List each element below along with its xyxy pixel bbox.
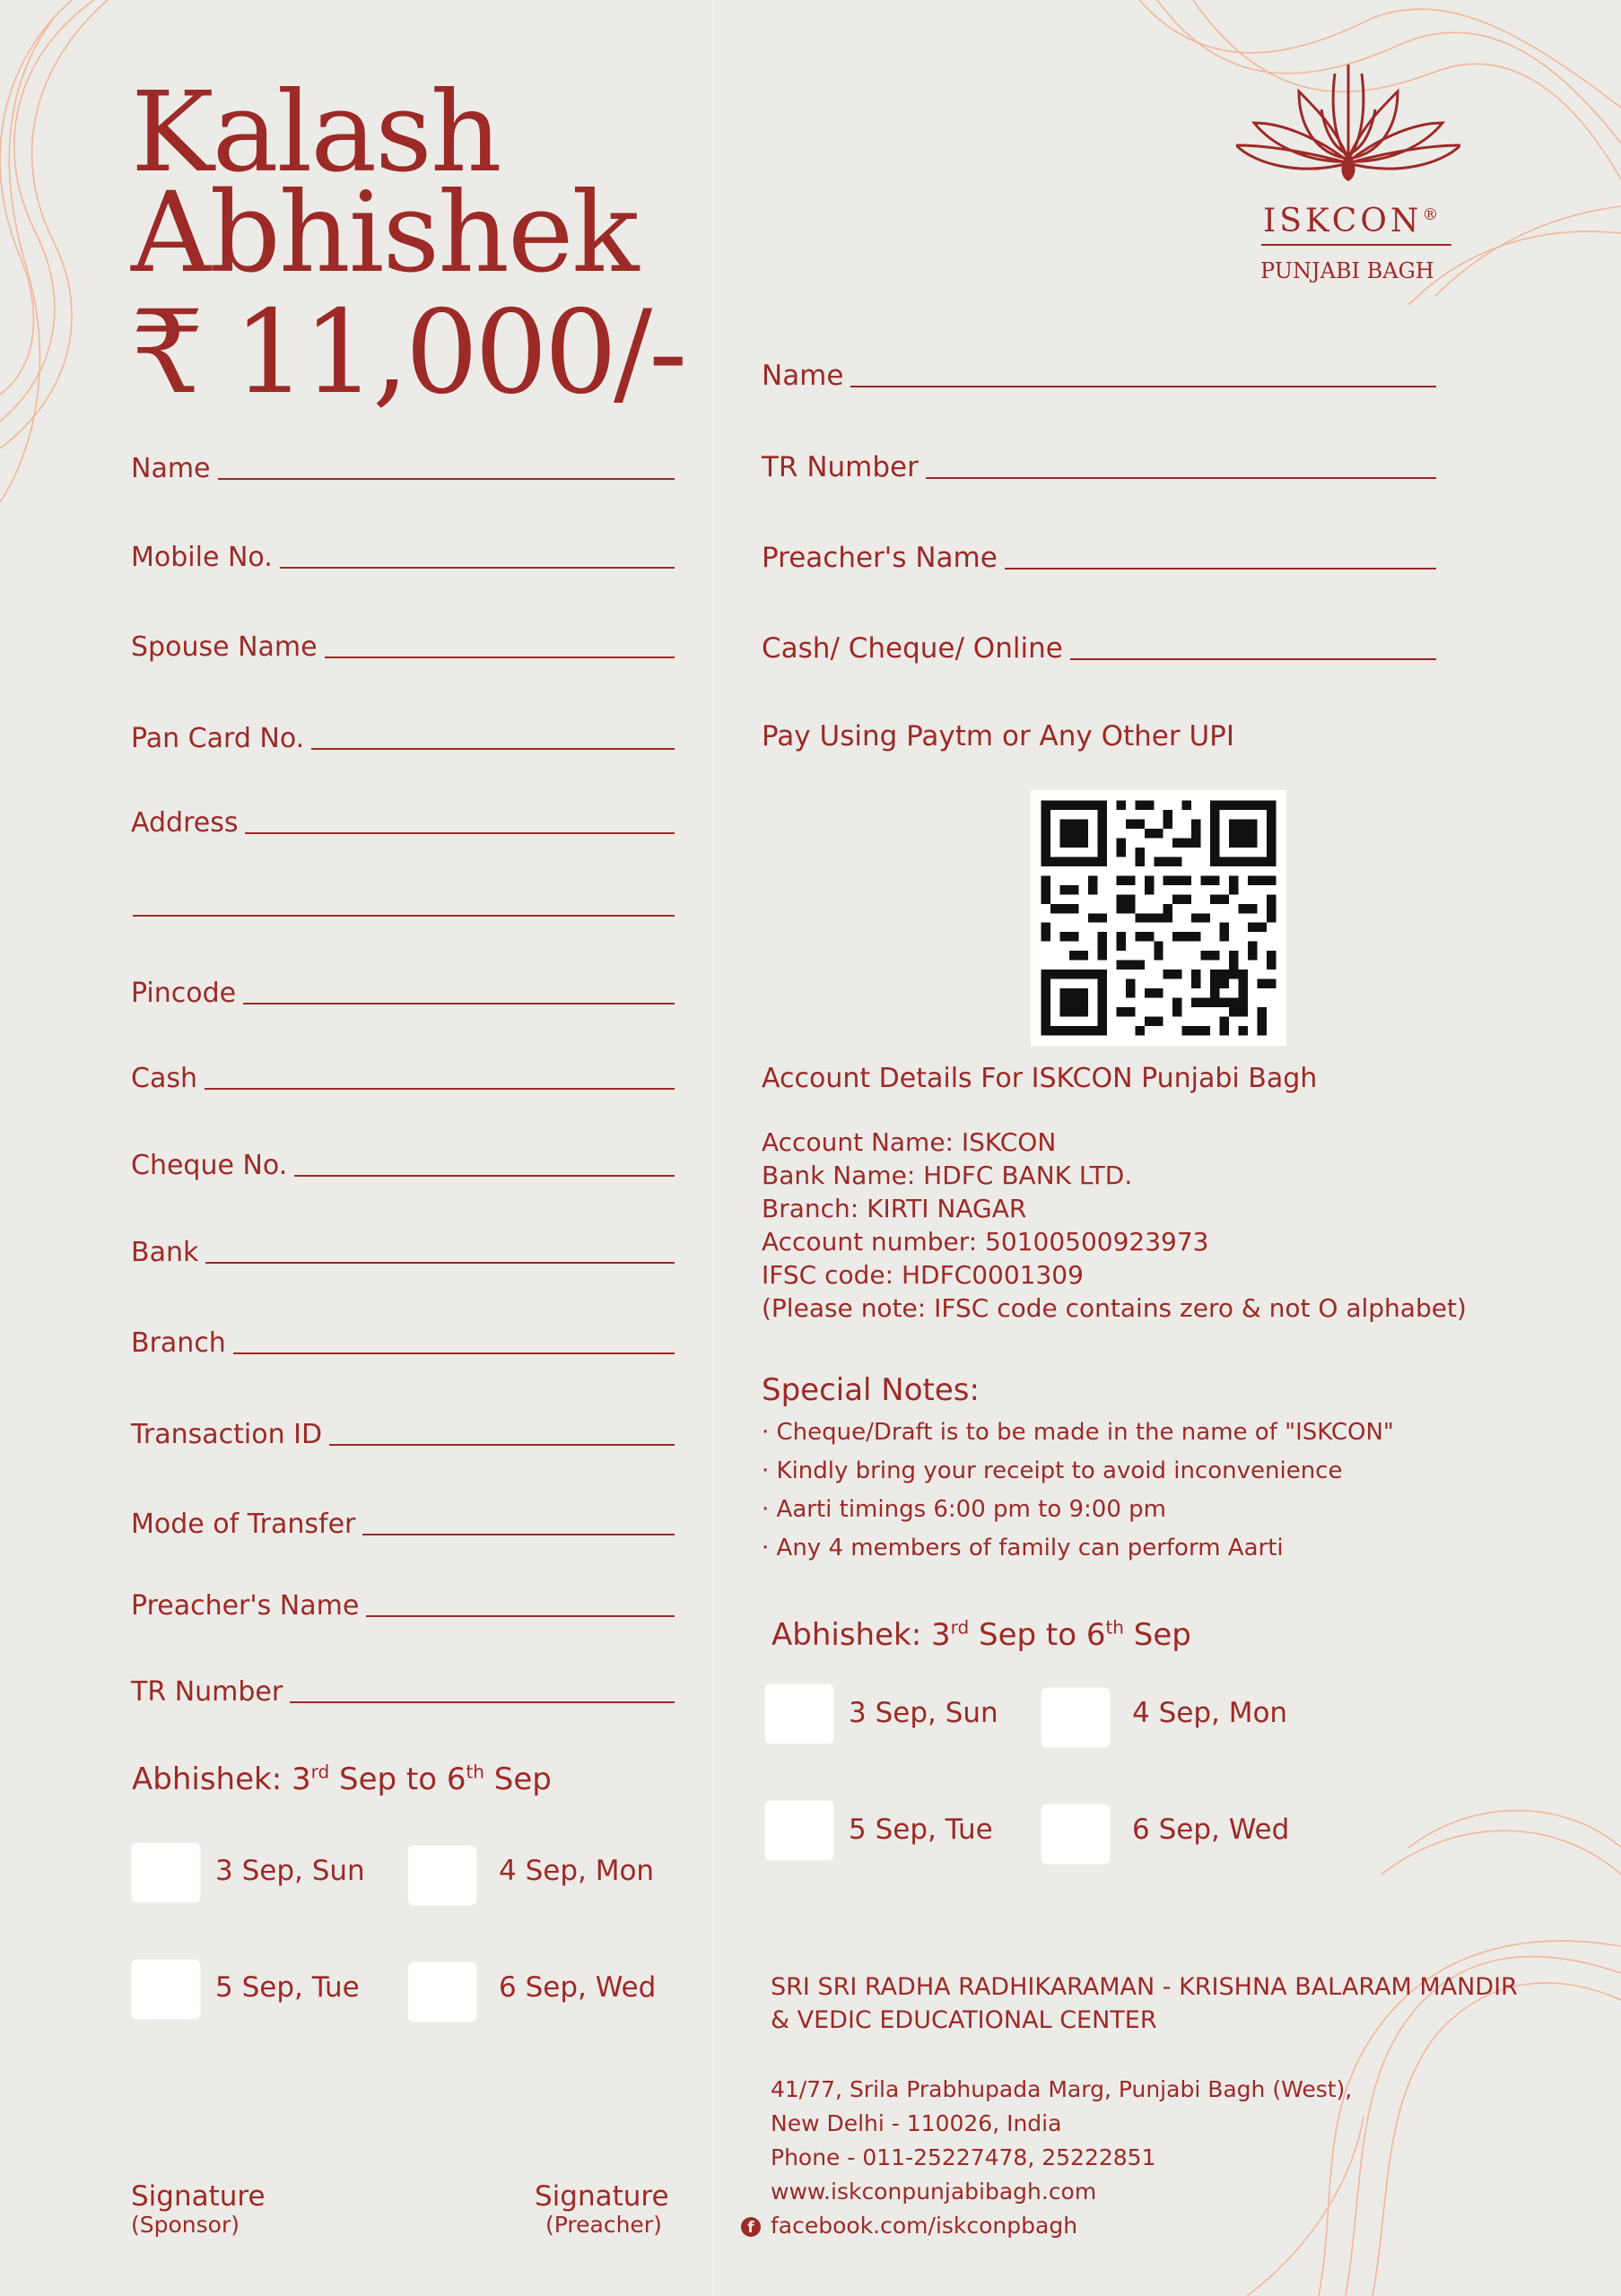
checkbox-5-sep[interactable] — [132, 1960, 200, 2019]
day-label: 6 Sep, Wed — [1132, 1813, 1290, 1846]
note-item: · Cheque/Draft is to be made in the name of "ISKCON" — [762, 1419, 1394, 1446]
field-label: Mobile No. — [131, 542, 273, 573]
checkbox-6-sep-right[interactable] — [1041, 1805, 1110, 1864]
field-label: Preacher's Name — [762, 542, 998, 574]
account-line: Account Name: ISKCON — [762, 1127, 1057, 1157]
decorative-waves-top-left — [0, 0, 144, 511]
sponsor-role: (Sponsor) — [131, 2212, 240, 2238]
tr-number-field[interactable] — [131, 1666, 675, 1706]
logo-underline — [1261, 244, 1451, 246]
qr-code-frame — [1031, 790, 1286, 1046]
temple-name-line1: SRI SRI RADHA RADHIKARAMAN - KRISHNA BALARAM MANDIR — [771, 1973, 1518, 2001]
checkbox-6-sep[interactable] — [408, 1962, 476, 2022]
field-label: Address — [131, 807, 239, 839]
field-label: Transaction ID — [131, 1419, 323, 1450]
day-label: 6 Sep, Wed — [499, 1971, 657, 2004]
page-title-line1: Kalash — [131, 68, 501, 197]
payment-hint: Pay Using Paytm or Any Other UPI — [762, 720, 1234, 752]
note-item: · Aarti timings 6:00 pm to 9:00 pm — [762, 1496, 1166, 1523]
field-label: Name — [131, 453, 211, 484]
address-line-2[interactable] — [133, 915, 675, 917]
donation-amount: ₹ 11,000/- — [131, 286, 684, 420]
field-label: Cash/ Cheque/ Online — [762, 632, 1063, 665]
decorative-waves-bottom-right — [1139, 1794, 1621, 2296]
account-line: (Please note: IFSC code contains zero & not O alphabet) — [762, 1293, 1467, 1323]
pincode-field[interactable] — [131, 968, 675, 1007]
note-item: · Any 4 members of family can perform Aarti — [762, 1535, 1284, 1561]
column-divider — [713, 0, 714, 2296]
day-label: 4 Sep, Mon — [499, 1855, 655, 1887]
name-field[interactable] — [131, 443, 675, 483]
account-line: Bank Name: HDFC BANK LTD. — [762, 1161, 1133, 1190]
preacher-role: (Preacher) — [545, 2212, 662, 2238]
temple-facebook[interactable]: facebook.com/iskconpbagh — [771, 2213, 1078, 2239]
account-line: IFSC code: HDFC0001309 — [762, 1260, 1084, 1290]
sponsor-signature-label: Signature — [131, 2180, 266, 2213]
page-title-line2: Abhishek — [131, 169, 638, 298]
field-label: Spouse Name — [131, 631, 318, 663]
field-label: TR Number — [131, 1676, 283, 1708]
field-label: Pan Card No. — [131, 723, 305, 754]
day-label: 3 Sep, Sun — [849, 1697, 998, 1729]
facebook-icon: f — [741, 2217, 761, 2237]
field-label: Preacher's Name — [131, 1590, 360, 1622]
right-tr-number-field[interactable] — [762, 442, 1436, 482]
spouse-name-field[interactable] — [131, 622, 675, 661]
pan-card-field[interactable] — [131, 713, 675, 752]
logo-subtitle: PUNJABI BAGH — [1260, 258, 1434, 283]
temple-name-line2: & VEDIC EDUCATIONAL CENTER — [771, 2006, 1157, 2034]
preacher-signature-label: Signature — [535, 2180, 669, 2213]
cash-field[interactable] — [131, 1053, 675, 1092]
qr-code-icon — [1031, 790, 1286, 1046]
temple-phone: Phone - 011-25227478, 25222851 — [771, 2144, 1156, 2170]
temple-address-line1: 41/77, Srila Prabhupada Marg, Punjabi Bagh (West), — [771, 2076, 1353, 2102]
mobile-field[interactable] — [131, 532, 675, 571]
right-name-field[interactable] — [762, 351, 1436, 390]
day-label: 3 Sep, Sun — [215, 1855, 365, 1887]
account-line: Branch: KIRTI NAGAR — [762, 1194, 1027, 1223]
field-label: Bank — [131, 1237, 199, 1268]
cheque-no-field[interactable] — [131, 1140, 675, 1179]
transaction-id-field[interactable] — [131, 1409, 675, 1448]
account-line: Account number: 50100500923973 — [762, 1227, 1209, 1257]
mode-of-transfer-field[interactable] — [131, 1499, 675, 1538]
payment-mode-field[interactable] — [762, 623, 1436, 663]
abhishek-heading-right: Abhishek: 3rd Sep to 6th Sep — [771, 1616, 1191, 1653]
checkbox-4-sep-right[interactable] — [1041, 1688, 1110, 1747]
field-label: Pincode — [131, 978, 237, 1009]
special-notes-heading: Special Notes: — [762, 1372, 980, 1408]
day-label: 5 Sep, Tue — [849, 1813, 993, 1846]
lotus-logo-icon — [1236, 56, 1460, 199]
checkbox-3-sep-right[interactable] — [765, 1684, 833, 1744]
field-label: Cheque No. — [131, 1150, 288, 1181]
account-heading: Account Details For ISKCON Punjabi Bagh — [762, 1063, 1318, 1094]
field-label: Mode of Transfer — [131, 1509, 356, 1540]
preacher-name-field[interactable] — [131, 1580, 675, 1620]
bank-field[interactable] — [131, 1227, 675, 1266]
temple-address-line2: New Delhi - 110026, India — [771, 2110, 1062, 2136]
checkbox-4-sep[interactable] — [408, 1846, 476, 1905]
checkbox-3-sep[interactable] — [132, 1843, 200, 1902]
field-label: Name — [762, 360, 844, 392]
field-label: TR Number — [762, 451, 919, 483]
branch-field[interactable] — [131, 1318, 675, 1357]
note-item: · Kindly bring your receipt to avoid inconvenience — [762, 1457, 1343, 1484]
right-preacher-name-field[interactable] — [762, 533, 1436, 572]
field-label: Cash — [131, 1063, 197, 1094]
checkbox-5-sep-right[interactable] — [765, 1801, 833, 1860]
temple-website[interactable]: www.iskconpunjabibagh.com — [771, 2179, 1097, 2205]
abhishek-heading-left: Abhishek: 3rd Sep to 6th Sep — [132, 1761, 552, 1797]
day-label: 4 Sep, Mon — [1132, 1697, 1288, 1729]
logo-wordmark: ISKCON® — [1263, 203, 1442, 239]
day-label: 5 Sep, Tue — [215, 1971, 360, 2004]
address-field[interactable] — [131, 797, 675, 837]
field-label: Branch — [131, 1327, 226, 1359]
